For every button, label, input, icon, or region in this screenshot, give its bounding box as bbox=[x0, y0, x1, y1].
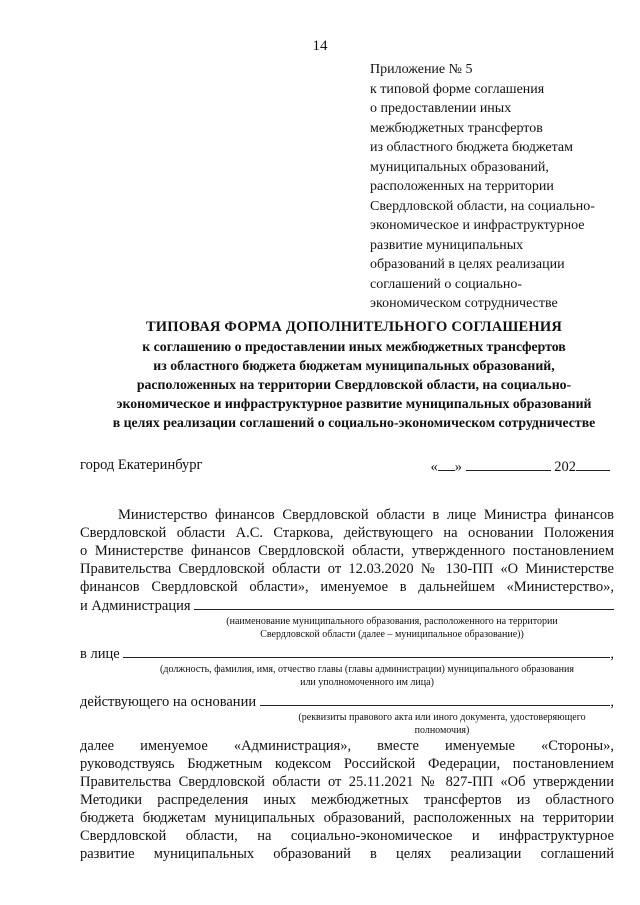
paragraph-line: далее именуемое «Администрация», вместе именуемые «Стороны», bbox=[80, 738, 614, 754]
paragraph-line: бюджета бюджетам муниципальных образований, расположенных на территории bbox=[80, 810, 614, 826]
appendix-line: Свердловской области, на социально- bbox=[370, 198, 595, 214]
note-line: (должность, фамилия, имя, отчество главы (главы администрации) муниципального образования bbox=[160, 664, 574, 675]
place-date-line bbox=[80, 457, 610, 474]
paragraph-line: Министерство финансов Свердловской области в лице Министра финансов bbox=[118, 507, 614, 523]
note-line: Свердловской области (далее – муниципальное образование)) bbox=[260, 629, 524, 640]
appendix-line: соглашений о социально- bbox=[370, 276, 522, 292]
note-line: полномочия) bbox=[414, 725, 470, 736]
administration-field-row bbox=[80, 596, 614, 615]
appendix-line: Приложение № 5 bbox=[370, 62, 473, 77]
person-field-row bbox=[80, 644, 614, 663]
person-note bbox=[80, 663, 614, 689]
agreement-body bbox=[80, 506, 614, 863]
appendix-line: экономическом сотрудничестве bbox=[370, 296, 558, 311]
appendix-block bbox=[370, 60, 632, 314]
year-prefix: 202 bbox=[554, 459, 576, 475]
basis-field-row bbox=[80, 692, 614, 711]
note-line: (наименование муниципального образования, расположенного на территории bbox=[226, 616, 558, 627]
appendix-line: экономическое и инфраструктурное bbox=[370, 218, 585, 233]
administration-label: и Администрация bbox=[80, 598, 191, 614]
month-blank bbox=[466, 457, 551, 471]
note-line: или уполномоченного им лица) bbox=[300, 677, 434, 688]
basis-blank bbox=[260, 692, 611, 706]
date-close-quote: » bbox=[454, 459, 462, 475]
paragraph-line: Правительства Свердловской области от 25.11.2021 № 827-ПП «Об утверждении bbox=[80, 774, 614, 790]
paragraph-line: финансов Свердловской области», именуемое в дальнейшем «Министерство», bbox=[80, 579, 614, 595]
paragraph-line: Правительства Свердловской области от 12.03.2020 № 130-ПП «О Министерстве bbox=[80, 561, 614, 577]
appendix-line: муниципальных образований, bbox=[370, 159, 549, 175]
date-open-quote: « bbox=[430, 459, 438, 475]
paragraph-line: Методики распределения иных межбюджетных трансфертов из областного bbox=[80, 792, 614, 808]
heading-line: расположенных на территории Свердловской области, на социально- bbox=[136, 377, 572, 392]
appendix-line: расположенных на территории bbox=[370, 179, 554, 194]
year-blank bbox=[576, 457, 610, 471]
appendix-line: межбюджетных трансфертов bbox=[370, 120, 543, 136]
person-label: в лице bbox=[80, 646, 120, 662]
paragraph-line: руководствуясь Бюджетным кодексом Российской Федерации, постановлением bbox=[80, 756, 614, 772]
administration-blank bbox=[194, 596, 614, 610]
basis-note bbox=[80, 711, 614, 737]
appendix-line: о предоставлении иных bbox=[370, 101, 512, 116]
person-blank bbox=[123, 644, 610, 658]
basis-label: действующего на основании bbox=[80, 694, 257, 710]
page-number: 14 bbox=[312, 38, 328, 54]
paragraph-line: Свердловской области А.С. Старкова, действующего на основании Положения bbox=[80, 525, 614, 541]
heading-line: к соглашению о предоставлении иных межбюджетных трансфертов bbox=[142, 339, 566, 354]
paragraph-line: Свердловской области, на социально-экономическое и инфраструктурное bbox=[80, 828, 614, 844]
city-label: город Екатеринбург bbox=[80, 457, 203, 473]
paragraph-line: развитие муниципальных образований в целях реализации соглашений bbox=[80, 846, 614, 862]
document-title: ТИПОВАЯ ФОРМА ДОПОЛНИТЕЛЬНОГО СОГЛАШЕНИЯ bbox=[145, 319, 563, 335]
paragraph-line: о Министерстве финансов Свердловской области, утвержденного постановлением bbox=[80, 543, 614, 559]
appendix-line: к типовой форме соглашения bbox=[370, 81, 545, 97]
heading-line: в целях реализации соглашений о социально-экономическом сотрудничестве bbox=[112, 415, 596, 430]
heading-line: из областного бюджета бюджетам муниципальных образований, bbox=[153, 358, 555, 373]
heading-line: экономическое и инфраструктурное развитие муниципальных образований bbox=[116, 396, 592, 411]
appendix-line: из областного бюджета бюджетам bbox=[370, 140, 573, 155]
appendix-line: образований в целях реализации bbox=[370, 257, 565, 272]
basis-comma: , bbox=[610, 694, 614, 710]
document-heading bbox=[74, 318, 634, 432]
person-comma: , bbox=[610, 646, 614, 662]
day-blank bbox=[438, 457, 455, 471]
appendix-line: развитие муниципальных bbox=[370, 237, 524, 253]
note-line: (реквизиты правового акта или иного документа, удостоверяющего bbox=[298, 712, 586, 723]
date-field bbox=[431, 457, 611, 476]
administration-note bbox=[80, 615, 614, 641]
